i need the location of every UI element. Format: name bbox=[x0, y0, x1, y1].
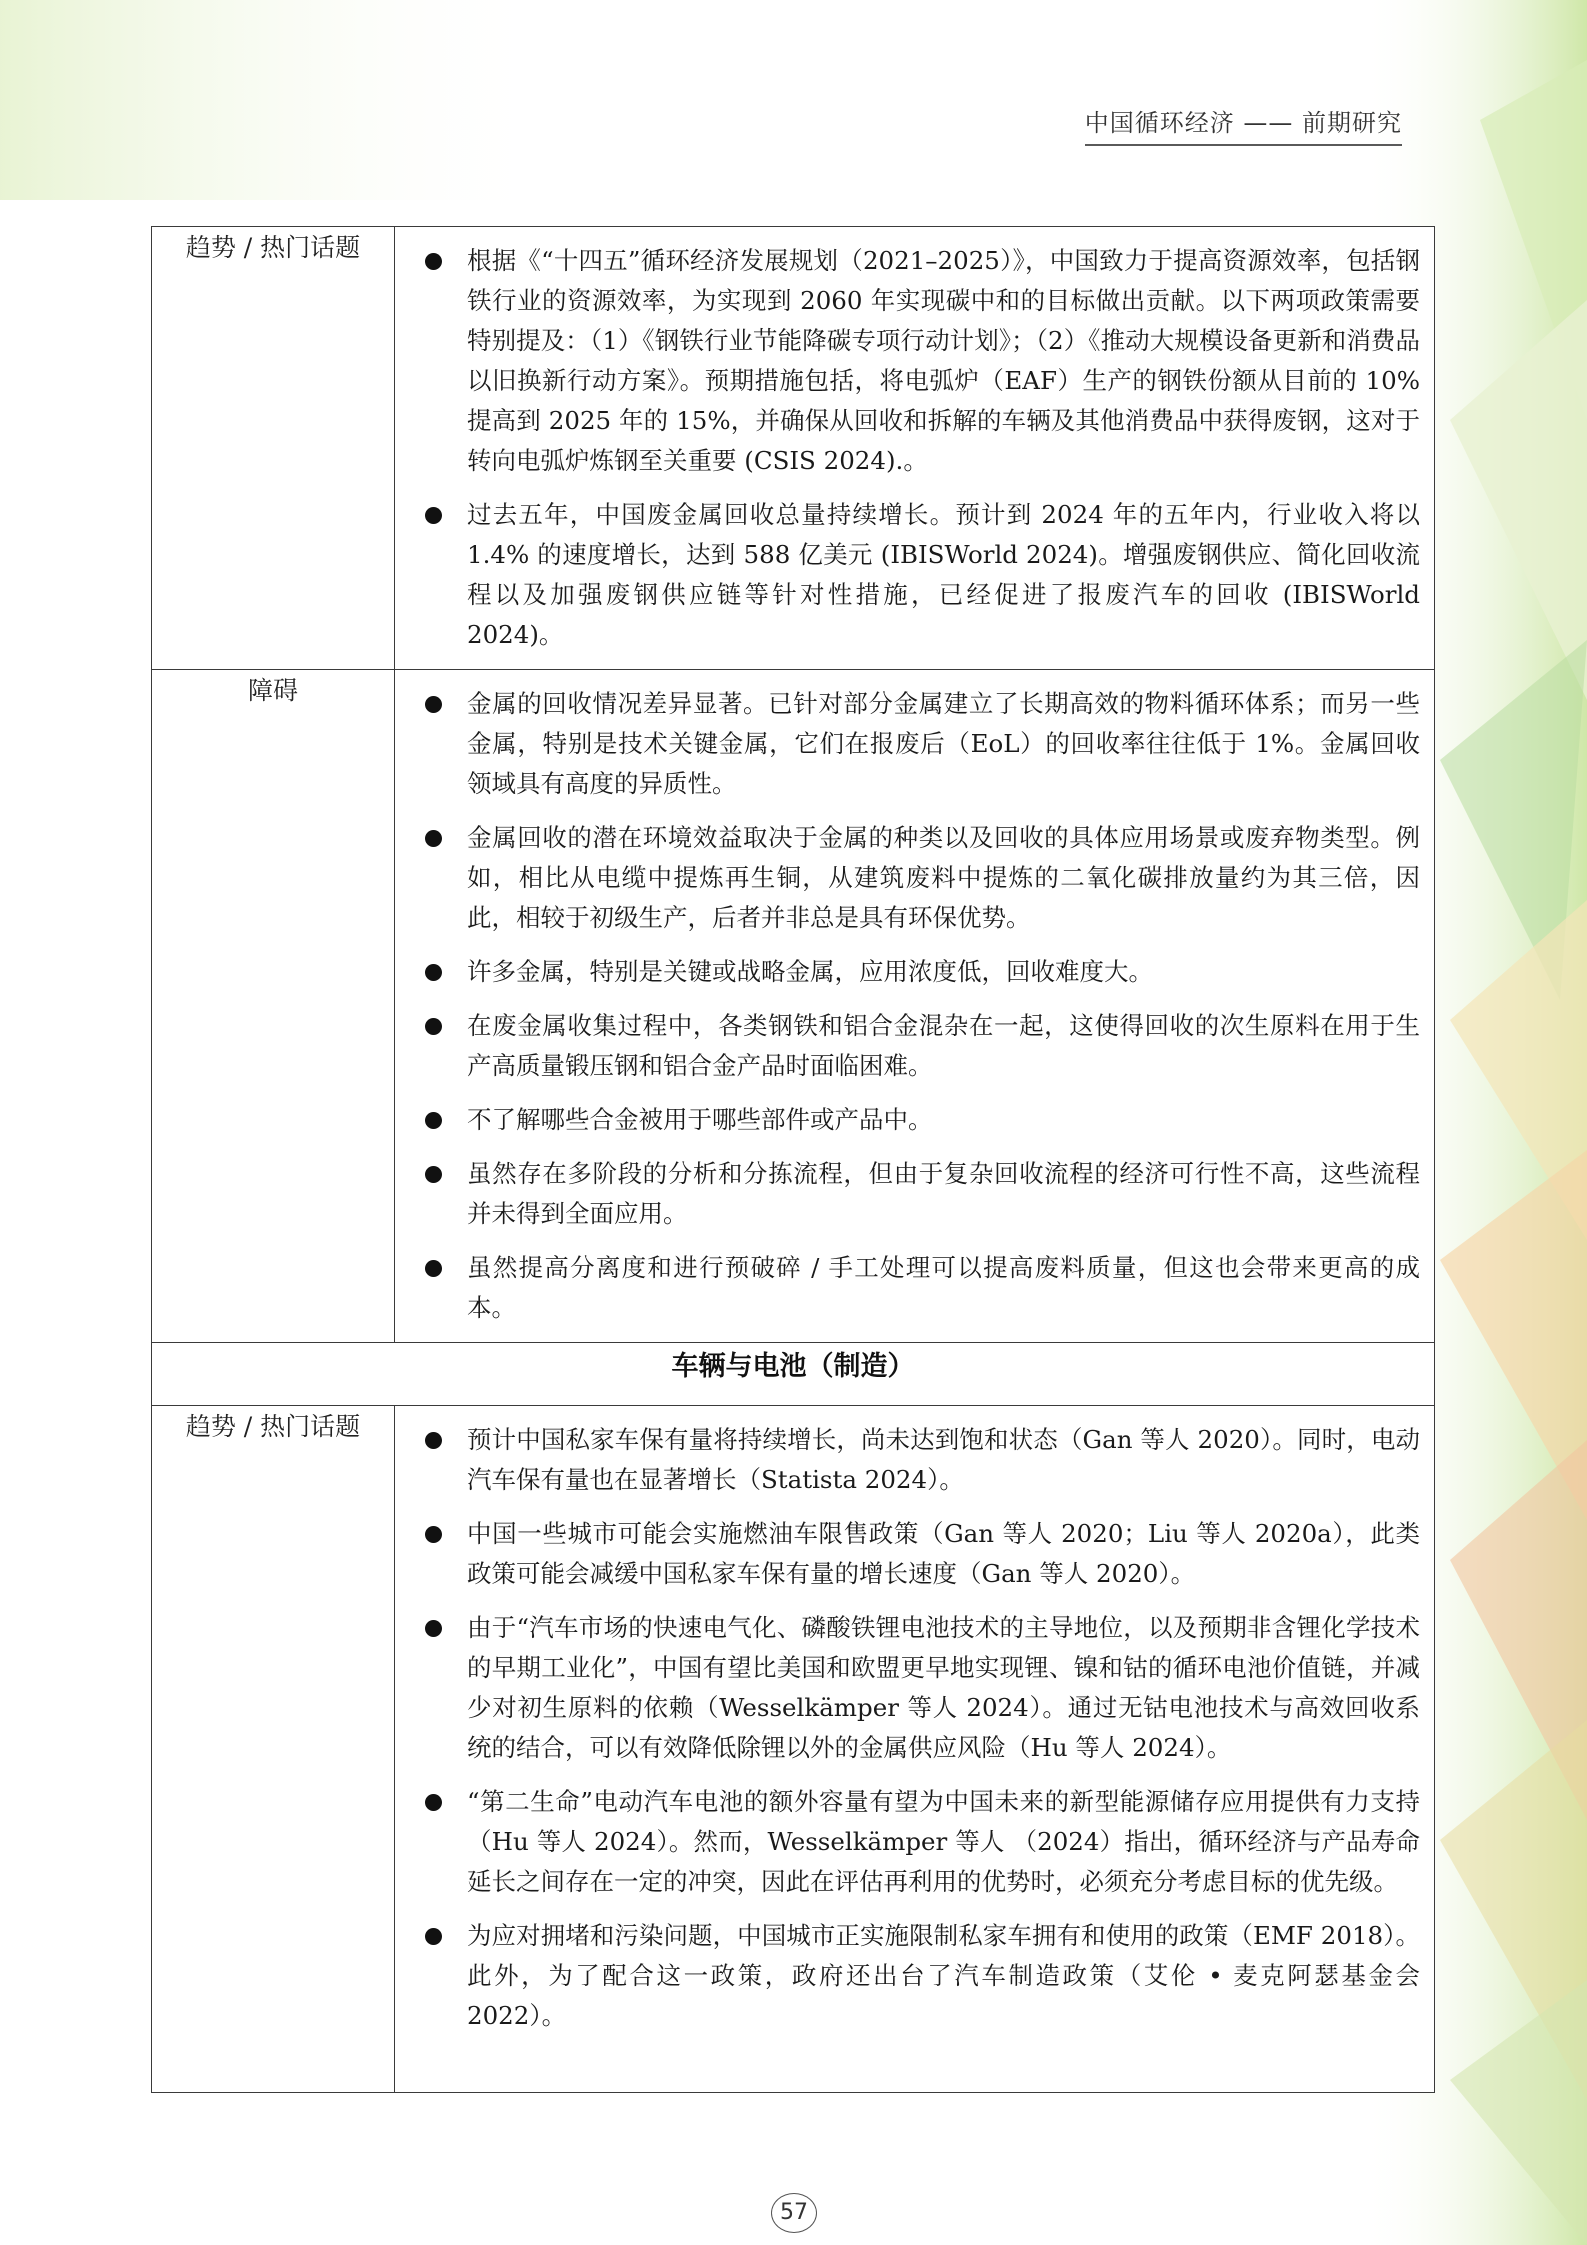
list-item bbox=[425, 241, 1420, 481]
row-label-barriers: 障碍 bbox=[152, 670, 395, 1343]
bullet-list bbox=[425, 684, 1420, 1328]
bullet-icon bbox=[425, 1166, 442, 1183]
bullet-icon bbox=[425, 1018, 442, 1035]
table-row bbox=[152, 227, 1435, 670]
row-label-trends: 趋势 / 热门话题 bbox=[152, 1406, 395, 2093]
content-table bbox=[151, 226, 1435, 2093]
list-item-text: 预计中国私家车保有量将持续增长，尚未达到饱和状态（Gan 等人 2020）。同时，电动汽车保有量也在显著增长（Statista 2024）。 bbox=[467, 1425, 1420, 1494]
list-item-text: 在废金属收集过程中，各类钢铁和铝合金混杂在一起，这使得回收的次生原料在用于生产高质量锻压钢和铝合金产品时面临困难。 bbox=[467, 1011, 1420, 1080]
list-item-text: 金属的回收情况差异显著。已针对部分金属建立了长期高效的物料循环体系；而另一些金属，特别是技术关键金属，它们在报废后（EoL）的回收率往往低于 1%。金属回收领域具有高度的异质性。 bbox=[467, 689, 1420, 798]
row-content bbox=[395, 1406, 1435, 2093]
list-item-text: 根据《“十四五”循环经济发展规划（2021–2025）》，中国致力于提高资源效率，包括钢铁行业的资源效率，为实现到 2060 年实现碳中和的目标做出贡献。以下两项政策需要特别提及：（1）《钢铁行业节能降碳专项行动计划》；（2）《推动大规模设备更新和消费品以旧换新行动方案》。预期措施包括，将电弧炉（EAF）生产的钢铁份额从目前的 10% 提高到 2025 年的 15%，并确保从回收和拆解的车辆及其他消费品中获得废钢，这对于转向电弧炉炼钢至关重要 (CSIS 2024).。 bbox=[467, 246, 1420, 475]
running-header: 中国循环经济 —— 前期研究 bbox=[1085, 103, 1402, 146]
table-row bbox=[152, 1343, 1435, 1406]
bullet-list bbox=[425, 241, 1420, 655]
list-item bbox=[425, 1248, 1420, 1328]
bullet-icon bbox=[425, 1260, 442, 1277]
bullet-icon bbox=[425, 964, 442, 981]
bullet-icon bbox=[425, 507, 442, 524]
list-item-text: 为应对拥堵和污染问题，中国城市正实施限制私家车拥有和使用的政策（EMF 2018）。此外，为了配合这一政策，政府还出台了汽车制造政策（艾伦 • 麦克阿瑟基金会 2022）。 bbox=[467, 1921, 1420, 2030]
bullet-icon bbox=[425, 1432, 442, 1449]
list-item-text: 由于“汽车市场的快速电气化、磷酸铁锂电池技术的主导地位，以及预期非含锂化学技术的早期工业化”，中国有望比美国和欧盟更早地实现锂、镍和钴的循环电池价值链，并减少对初生原料的依赖（Wesselkämper 等人 2024）。通过无钴电池技术与高效回收系统的结合，可以有效降低除锂以外的金属供应风险（Hu 等人 2024）。 bbox=[467, 1613, 1420, 1762]
list-item-text: 许多金属，特别是关键或战略金属，应用浓度低，回收难度大。 bbox=[467, 957, 1153, 986]
page-number: 57 bbox=[771, 2193, 817, 2233]
list-item bbox=[425, 1782, 1420, 1902]
bullet-icon bbox=[425, 253, 442, 270]
list-item-text: 过去五年，中国废金属回收总量持续增长。预计到 2024 年的五年内，行业收入将以 1.4% 的速度增长，达到 588 亿美元 (IBISWorld 2024)。增强废钢供应、简化回收流程以及加强废钢供应链等针对性措施，已经促进了报废汽车的回收 (IBISWorld 2024)。 bbox=[467, 500, 1420, 649]
list-item-text: 中国一些城市可能会实施燃油车限售政策（Gan 等人 2020；Liu 等人 2020a），此类政策可能会减缓中国私家车保有量的增长速度（Gan 等人 2020）。 bbox=[467, 1519, 1420, 1588]
bullet-icon bbox=[425, 696, 442, 713]
list-item bbox=[425, 1006, 1420, 1086]
bullet-icon bbox=[425, 1620, 442, 1637]
list-item-text: 虽然存在多阶段的分析和分拣流程，但由于复杂回收流程的经济可行性不高，这些流程并未得到全面应用。 bbox=[467, 1159, 1420, 1228]
row-label-trends: 趋势 / 热门话题 bbox=[152, 227, 395, 670]
row-content bbox=[395, 227, 1435, 670]
list-item bbox=[425, 1100, 1420, 1140]
section-heading-vehicles: 车辆与电池（制造） bbox=[152, 1343, 1435, 1406]
bullet-icon bbox=[425, 1928, 442, 1945]
bullet-icon bbox=[425, 1112, 442, 1129]
bullet-icon bbox=[425, 1526, 442, 1543]
row-content bbox=[395, 670, 1435, 1343]
list-item bbox=[425, 495, 1420, 655]
list-item bbox=[425, 1608, 1420, 1768]
bullet-list bbox=[425, 1420, 1420, 2036]
list-item bbox=[425, 1154, 1420, 1234]
list-item bbox=[425, 952, 1420, 992]
list-item-text: 金属回收的潜在环境效益取决于金属的种类以及回收的具体应用场景或废弃物类型。例如，相比从电缆中提炼再生铜，从建筑废料中提炼的二氧化碳排放量约为其三倍，因此，相较于初级生产，后者并非总是具有环保优势。 bbox=[467, 823, 1420, 932]
list-item bbox=[425, 1420, 1420, 1500]
list-item bbox=[425, 684, 1420, 804]
list-item-text: 虽然提高分离度和进行预破碎 / 手工处理可以提高废料质量，但这也会带来更高的成本。 bbox=[467, 1253, 1420, 1322]
bullet-icon bbox=[425, 1794, 442, 1811]
list-item bbox=[425, 818, 1420, 938]
bullet-icon bbox=[425, 830, 442, 847]
table-row bbox=[152, 1406, 1435, 2093]
list-item-text: “第二生命”电动汽车电池的额外容量有望为中国未来的新型能源储存应用提供有力支持（Hu 等人 2024）。然而，Wesselkämper 等人 （2024）指出，循环经济与产品寿命延长之间存在一定的冲突，因此在评估再利用的优势时，必须充分考虑目标的优先级。 bbox=[467, 1787, 1420, 1896]
list-item bbox=[425, 1916, 1420, 2036]
table-row bbox=[152, 670, 1435, 1343]
list-item-text: 不了解哪些合金被用于哪些部件或产品中。 bbox=[467, 1105, 933, 1134]
list-item bbox=[425, 1514, 1420, 1594]
